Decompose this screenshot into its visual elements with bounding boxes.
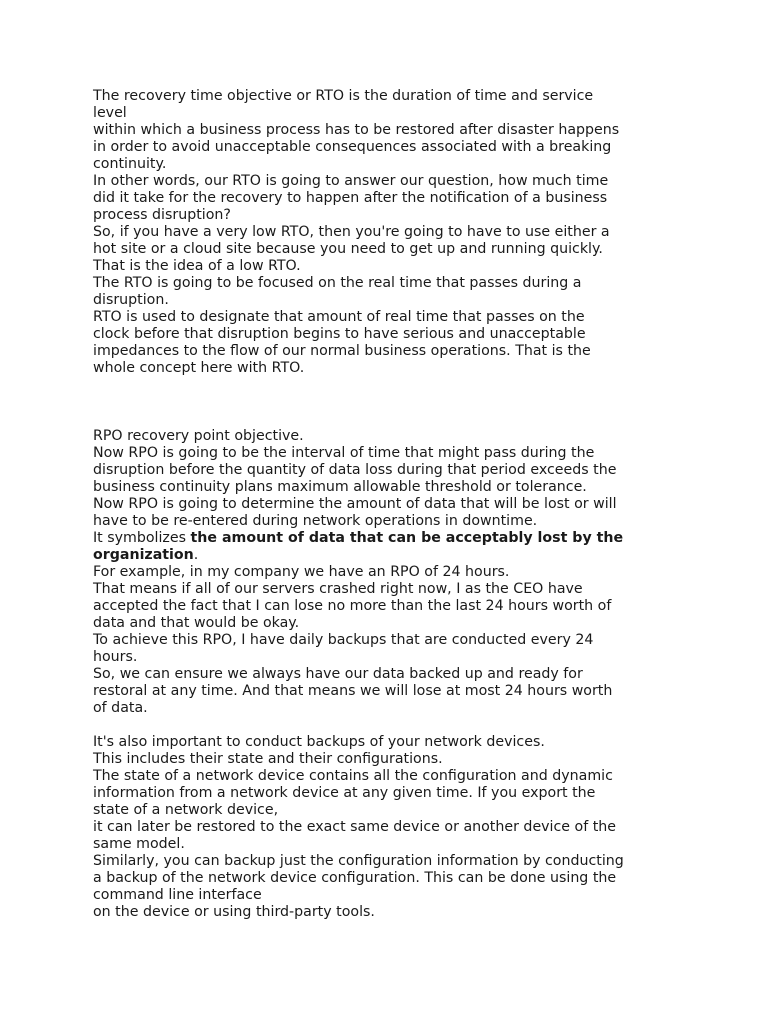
text-line: The recovery time objective or RTO is the duration of time and service — [93, 88, 594, 104]
text-line: information from a network device at any given time. If you export the — [93, 785, 596, 801]
text-line: That is the idea of a low RTO. — [93, 258, 301, 274]
symbolizes-prefix: It symbolizes — [93, 530, 191, 546]
text-line: a backup of the network device configuration. This can be done using the — [93, 870, 617, 886]
text-line: Now RPO is going to determine the amount of data that will be lost or will — [93, 496, 617, 512]
text-line: Similarly, you can backup just the configuration information by conducting — [93, 853, 624, 869]
text-line: clock before that disruption begins to have serious and unacceptable — [93, 326, 586, 342]
text-line: It's also important to conduct backups of your network devices. — [93, 734, 545, 750]
text-line: In other words, our RTO is going to answer our question, how much time — [93, 173, 609, 189]
text-line: it can later be restored to the exact same device or another device of the — [93, 819, 617, 835]
text-line: restoral at any time. And that means we will lose at most 24 hours worth — [93, 683, 613, 699]
text-line: state of a network device, — [93, 802, 279, 818]
symbolizes-line-cont — [93, 547, 683, 564]
text-line: on the device or using third-party tools. — [93, 904, 375, 920]
text-line: The state of a network device contains all the configuration and dynamic — [93, 768, 613, 784]
text-line: data and that would be okay. — [93, 615, 300, 631]
text-line: command line interface — [93, 887, 262, 903]
text-line: So, if you have a very low RTO, then you're going to have to use either a — [93, 224, 610, 240]
text-line: same model. — [93, 836, 185, 852]
text-line: level — [93, 105, 127, 121]
text-line: in order to avoid unacceptable consequences associated with a breaking — [93, 139, 612, 155]
symbolizes-suffix: . — [193, 547, 199, 563]
text-line: business continuity plans maximum allowable threshold or tolerance. — [93, 479, 587, 495]
text-line: process disruption? — [93, 207, 231, 223]
text-line: did it take for the recovery to happen after the notification of a business — [93, 190, 608, 206]
text-line: This includes their state and their configurations. — [93, 751, 443, 767]
text-line: continuity. — [93, 156, 167, 172]
text-line: For example, in my company we have an RPO of 24 hours. — [93, 564, 510, 580]
paragraph-gap — [93, 717, 683, 734]
text-line: So, we can ensure we always have our data backed up and ready for — [93, 666, 583, 682]
text-line: RPO recovery point objective. — [93, 428, 304, 444]
text-line: The RTO is going to be focused on the real time that passes during a — [93, 275, 582, 291]
text-line: accepted the fact that I can lose no more than the last 24 hours worth of — [93, 598, 612, 614]
text-line: hours. — [93, 649, 138, 665]
symbolizes-bold: the amount of data that can be acceptably lost by the — [190, 530, 624, 546]
text-line: That means if all of our servers crashed right now, I as the CEO have — [93, 581, 583, 597]
text-line: within which a business process has to be restored after disaster happens — [93, 122, 620, 138]
text-line: To achieve this RPO, I have daily backups that are conducted every 24 — [93, 632, 594, 648]
symbolizes-bold-cont: organization — [93, 547, 194, 563]
text-line: have to be re-entered during network operations in downtime. — [93, 513, 538, 529]
text-line: of data. — [93, 700, 148, 716]
text-line: whole concept here with RTO. — [93, 360, 305, 376]
text-line: disruption before the quantity of data loss during that period exceeds the — [93, 462, 617, 478]
text-line: hot site or a cloud site because you need to get up and running quickly. — [93, 241, 603, 257]
text-line: disruption. — [93, 292, 169, 308]
text-line: Now RPO is going to be the interval of time that might pass during the — [93, 445, 595, 461]
text-line: impedances to the flow of our normal business operations. That is the — [93, 343, 591, 359]
rpo-section — [93, 428, 683, 921]
rto-section — [93, 88, 683, 377]
text-line: RTO is used to designate that amount of real time that passes on the — [93, 309, 585, 325]
symbolizes-line — [93, 530, 683, 547]
